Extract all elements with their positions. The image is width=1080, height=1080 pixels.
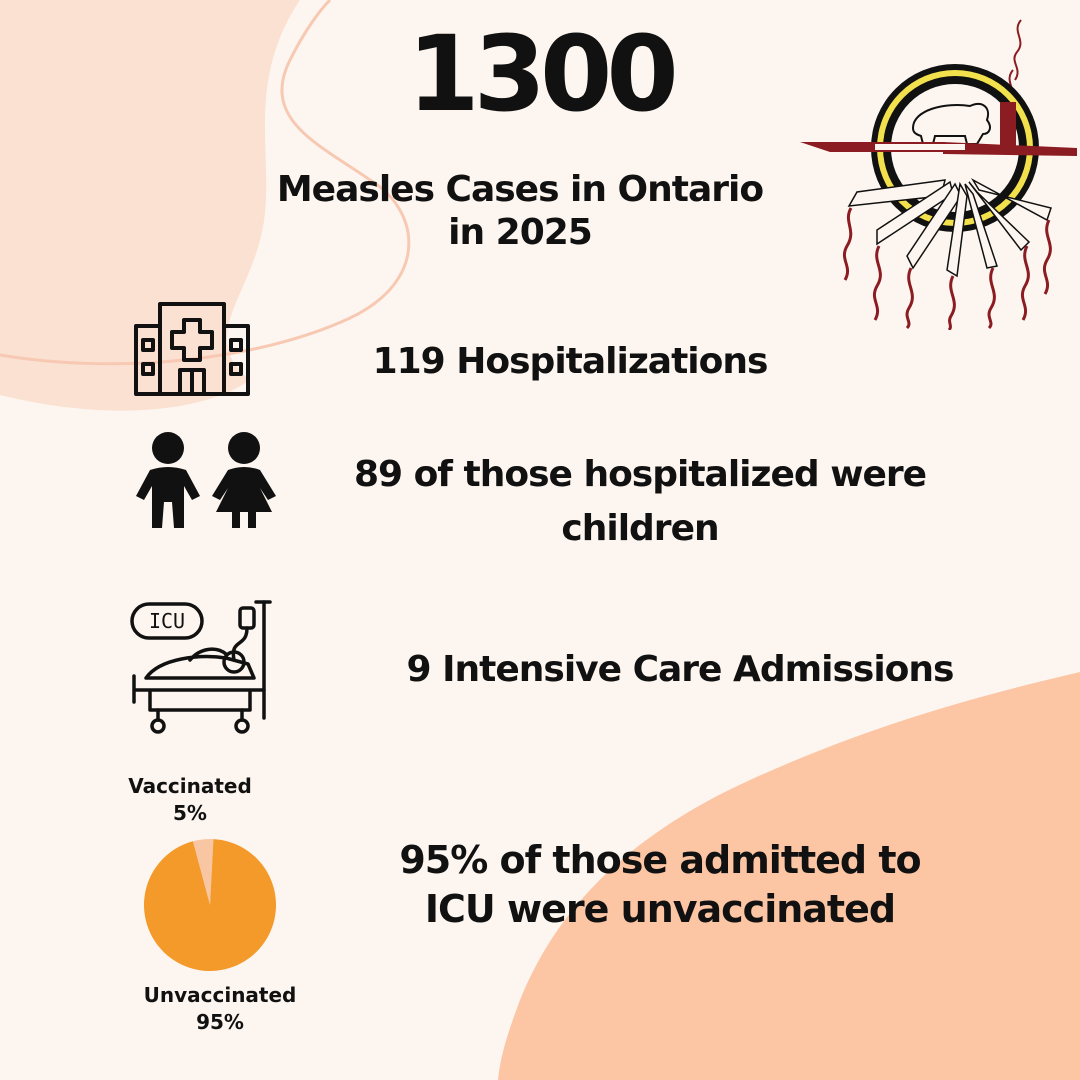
- pie-label-unvaccinated: [120, 982, 320, 1036]
- headline-subtitle: [240, 168, 800, 254]
- stat-children-line-2: children: [561, 508, 719, 549]
- pie-label-unvaccinated-name: Unvaccinated: [143, 983, 297, 1007]
- pie-label-vaccinated-value: 5%: [173, 801, 207, 825]
- stat-hospitalizations: 119 Hospitalizations: [372, 341, 768, 382]
- stat-unvaccinated-line-1: 95% of those admitted to: [399, 838, 921, 882]
- vaccination-pie-chart: [140, 835, 280, 975]
- pie-label-vaccinated: [100, 773, 280, 827]
- pie-label-unvaccinated-value: 95%: [196, 1010, 244, 1034]
- stat-icu-admissions: 9 Intensive Care Admissions: [406, 649, 954, 690]
- subtitle-line-2: in 2025: [448, 212, 592, 254]
- medicine-wheel-bear-logo: [795, 10, 1080, 330]
- hospital-icon: [132, 300, 252, 398]
- headline-number: 1300: [407, 13, 673, 135]
- stat-children-line-1: 89 of those hospitalized were: [353, 454, 927, 495]
- icu-sign-text: ICU: [148, 609, 186, 633]
- stat-unvaccinated-line-2: ICU were unvaccinated: [424, 887, 896, 932]
- stat-children: [300, 448, 980, 556]
- children-icon: [132, 430, 282, 530]
- stat-unvaccinated: [330, 836, 990, 935]
- subtitle-line-1: Measles Cases in Ontario: [276, 169, 764, 210]
- icu-bed-icon: [130, 598, 280, 738]
- pie-label-vaccinated-name: Vaccinated: [128, 774, 252, 798]
